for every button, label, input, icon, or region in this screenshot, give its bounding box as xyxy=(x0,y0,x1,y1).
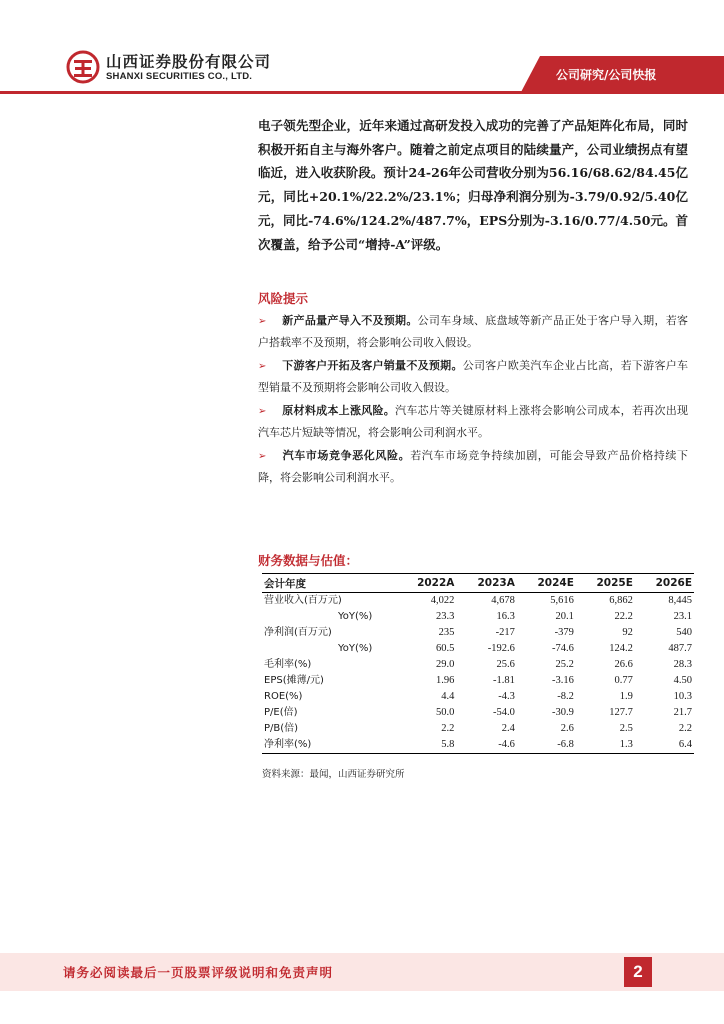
table-cell: 1.9 xyxy=(619,691,633,702)
table-cell: 29.0 xyxy=(436,659,455,670)
table-cell: 26.6 xyxy=(614,659,633,670)
arrow-bullet-icon: ➢ xyxy=(258,316,267,327)
table-cell: 124.2 xyxy=(609,643,633,654)
table-cell: -4.6 xyxy=(456,737,516,754)
column-header: 2022A xyxy=(396,574,456,593)
risk-item-text: 汽车芯片等关键原材料上涨将会影响公司成本，若再次出现汽车芯片短缺等情况，将会影响公司利润水平。 xyxy=(258,404,689,439)
table-cell: 6.4 xyxy=(635,737,694,754)
table-cell: -379 xyxy=(554,627,574,638)
page-number: 2 xyxy=(624,957,652,987)
table-cell: 4,678 xyxy=(491,595,515,606)
table-row xyxy=(262,673,694,689)
table-cell: 2.6 xyxy=(560,723,574,734)
data-source-note: 资料来源：最闻，山西证券研究所 xyxy=(262,769,405,780)
row-label: YoY(%) xyxy=(338,611,373,622)
table-cell: 23.3 xyxy=(436,611,455,622)
risk-item-title: 汽车市场竞争恶化风险。 xyxy=(282,449,411,462)
table-cell: 4.4 xyxy=(441,691,455,702)
table-cell: 2.4 xyxy=(501,723,515,734)
table-row xyxy=(262,641,694,657)
arrow-bullet-icon: ➢ xyxy=(258,451,267,462)
table-row xyxy=(262,625,694,641)
row-label: ROE(%) xyxy=(264,691,303,702)
table-cell: 21.7 xyxy=(673,707,692,718)
table-cell: 1.96 xyxy=(436,675,455,686)
table-cell: 540 xyxy=(676,627,692,638)
table-cell: 22.2 xyxy=(614,611,633,622)
column-header: 2025E xyxy=(576,574,635,593)
table-cell: -6.8 xyxy=(517,737,576,754)
table-cell: 25.2 xyxy=(555,659,574,670)
row-label: P/E(倍) xyxy=(264,707,298,718)
column-header: 会计年度 xyxy=(262,574,396,593)
row-label: 毛利率(%) xyxy=(264,659,312,670)
table-cell: 92 xyxy=(622,627,633,638)
arrow-bullet-icon: ➢ xyxy=(258,406,267,417)
risk-item xyxy=(258,445,688,488)
row-label: 净利润(百万元) xyxy=(264,627,332,638)
risk-item-title: 原材料成本上涨风险。 xyxy=(282,404,396,417)
table-cell: -3.16 xyxy=(552,675,574,686)
table-cell: 25.6 xyxy=(496,659,515,670)
risk-item-title: 新产品量产导入不及预期。 xyxy=(282,314,418,327)
table-cell: 60.5 xyxy=(436,643,455,654)
risk-section-title: 风险提示 xyxy=(258,291,309,306)
risk-list xyxy=(258,310,688,490)
row-label: EPS(摊薄/元) xyxy=(264,675,324,686)
financial-table xyxy=(262,573,694,754)
table-cell: -217 xyxy=(495,627,515,638)
risk-item xyxy=(258,310,688,353)
table-cell: 235 xyxy=(438,627,455,638)
table-cell: 10.3 xyxy=(673,691,692,702)
risk-item xyxy=(258,400,688,443)
table-cell: -1.81 xyxy=(492,675,515,686)
summary-paragraph: 电子领先型企业，近年来通过高研发投入成功的完善了产品矩阵化布局，同时积极开拓自主与海外客户。随着之前定点项目的陆续量产，公司业绩拐点有望临近，进入收获阶段。预计24-26年公司营收分别为56.16/68.62/84.45亿元，同比+20.1%/22.2%/23.1%；归母净利润分别为-3.79/0.92/5.40亿元，同比-74.6%/124.2%/487.7%，EPS分别为-3.16/0.77/4.50元。首次覆盖，给予公司“增持-A”评级。 xyxy=(258,118,688,252)
table-cell: 2.2 xyxy=(441,723,455,734)
table-cell: 50.0 xyxy=(436,707,455,718)
table-cell: -30.9 xyxy=(552,707,574,718)
table-row xyxy=(262,609,694,625)
table-row xyxy=(262,721,694,737)
report-category: 公司研究/公司快报 xyxy=(556,68,657,82)
risk-item xyxy=(258,355,688,398)
table-cell: 8,445 xyxy=(668,595,692,606)
table-cell: 5.8 xyxy=(396,737,456,754)
table-cell: 5,616 xyxy=(550,595,574,606)
financials-title: 财务数据与估值： xyxy=(258,553,359,568)
row-label: 净利率(%) xyxy=(262,737,396,754)
table-cell: 487.7 xyxy=(668,643,692,654)
table-cell: 2.2 xyxy=(678,723,692,734)
risk-item-text: 若汽车市场竞争持续加剧，可能会导致产品价格持续下降，将会影响公司利润水平。 xyxy=(258,449,689,484)
table-cell: -192.6 xyxy=(487,643,515,654)
table-cell: 23.1 xyxy=(673,611,692,622)
table-cell: 16.3 xyxy=(496,611,515,622)
row-label: P/B(倍) xyxy=(264,723,299,734)
table-row xyxy=(262,689,694,705)
table-cell: 20.1 xyxy=(555,611,574,622)
table-cell: -8.2 xyxy=(557,691,574,702)
table-cell: -74.6 xyxy=(552,643,574,654)
table-cell: 127.7 xyxy=(609,707,633,718)
risk-item-title: 下游客户开拓及客户销量不及预期。 xyxy=(282,359,463,372)
column-header: 2026E xyxy=(635,574,694,593)
table-cell: 0.77 xyxy=(614,675,633,686)
table-row xyxy=(262,593,694,610)
table-cell: 28.3 xyxy=(673,659,692,670)
footer-disclaimer: 请务必阅读最后一页股票评级说明和免责声明 xyxy=(63,965,334,980)
row-label: 营业收入(百万元) xyxy=(264,595,342,606)
company-name-en: SHANXI SECURITIES CO., LTD. xyxy=(106,71,253,82)
table-cell: 6,862 xyxy=(609,595,633,606)
column-header: 2023A xyxy=(456,574,516,593)
table-cell: 4,022 xyxy=(430,595,455,606)
company-name-cn: 山西证券股份有限公司 xyxy=(106,53,272,71)
table-cell: 1.3 xyxy=(576,737,635,754)
column-header: 2024E xyxy=(517,574,576,593)
table-row xyxy=(262,737,694,754)
table-row xyxy=(262,657,694,673)
table-cell: -54.0 xyxy=(492,707,515,718)
table-header-row xyxy=(262,574,694,593)
row-label: YoY(%) xyxy=(338,643,373,654)
risk-item-text: 公司车身域、底盘域等新产品正处于客户导入期，若客户搭载率不及预期，将会影响公司收入假设。 xyxy=(258,314,689,349)
risk-item-text: 公司客户欧美汽车企业占比高，若下游客户车型销量不及预期将会影响公司收入假设。 xyxy=(258,359,689,394)
table-cell: 2.5 xyxy=(619,723,633,734)
table-cell: 4.50 xyxy=(673,675,692,686)
table-row xyxy=(262,705,694,721)
arrow-bullet-icon: ➢ xyxy=(258,361,267,372)
table-cell: -4.3 xyxy=(498,691,515,702)
